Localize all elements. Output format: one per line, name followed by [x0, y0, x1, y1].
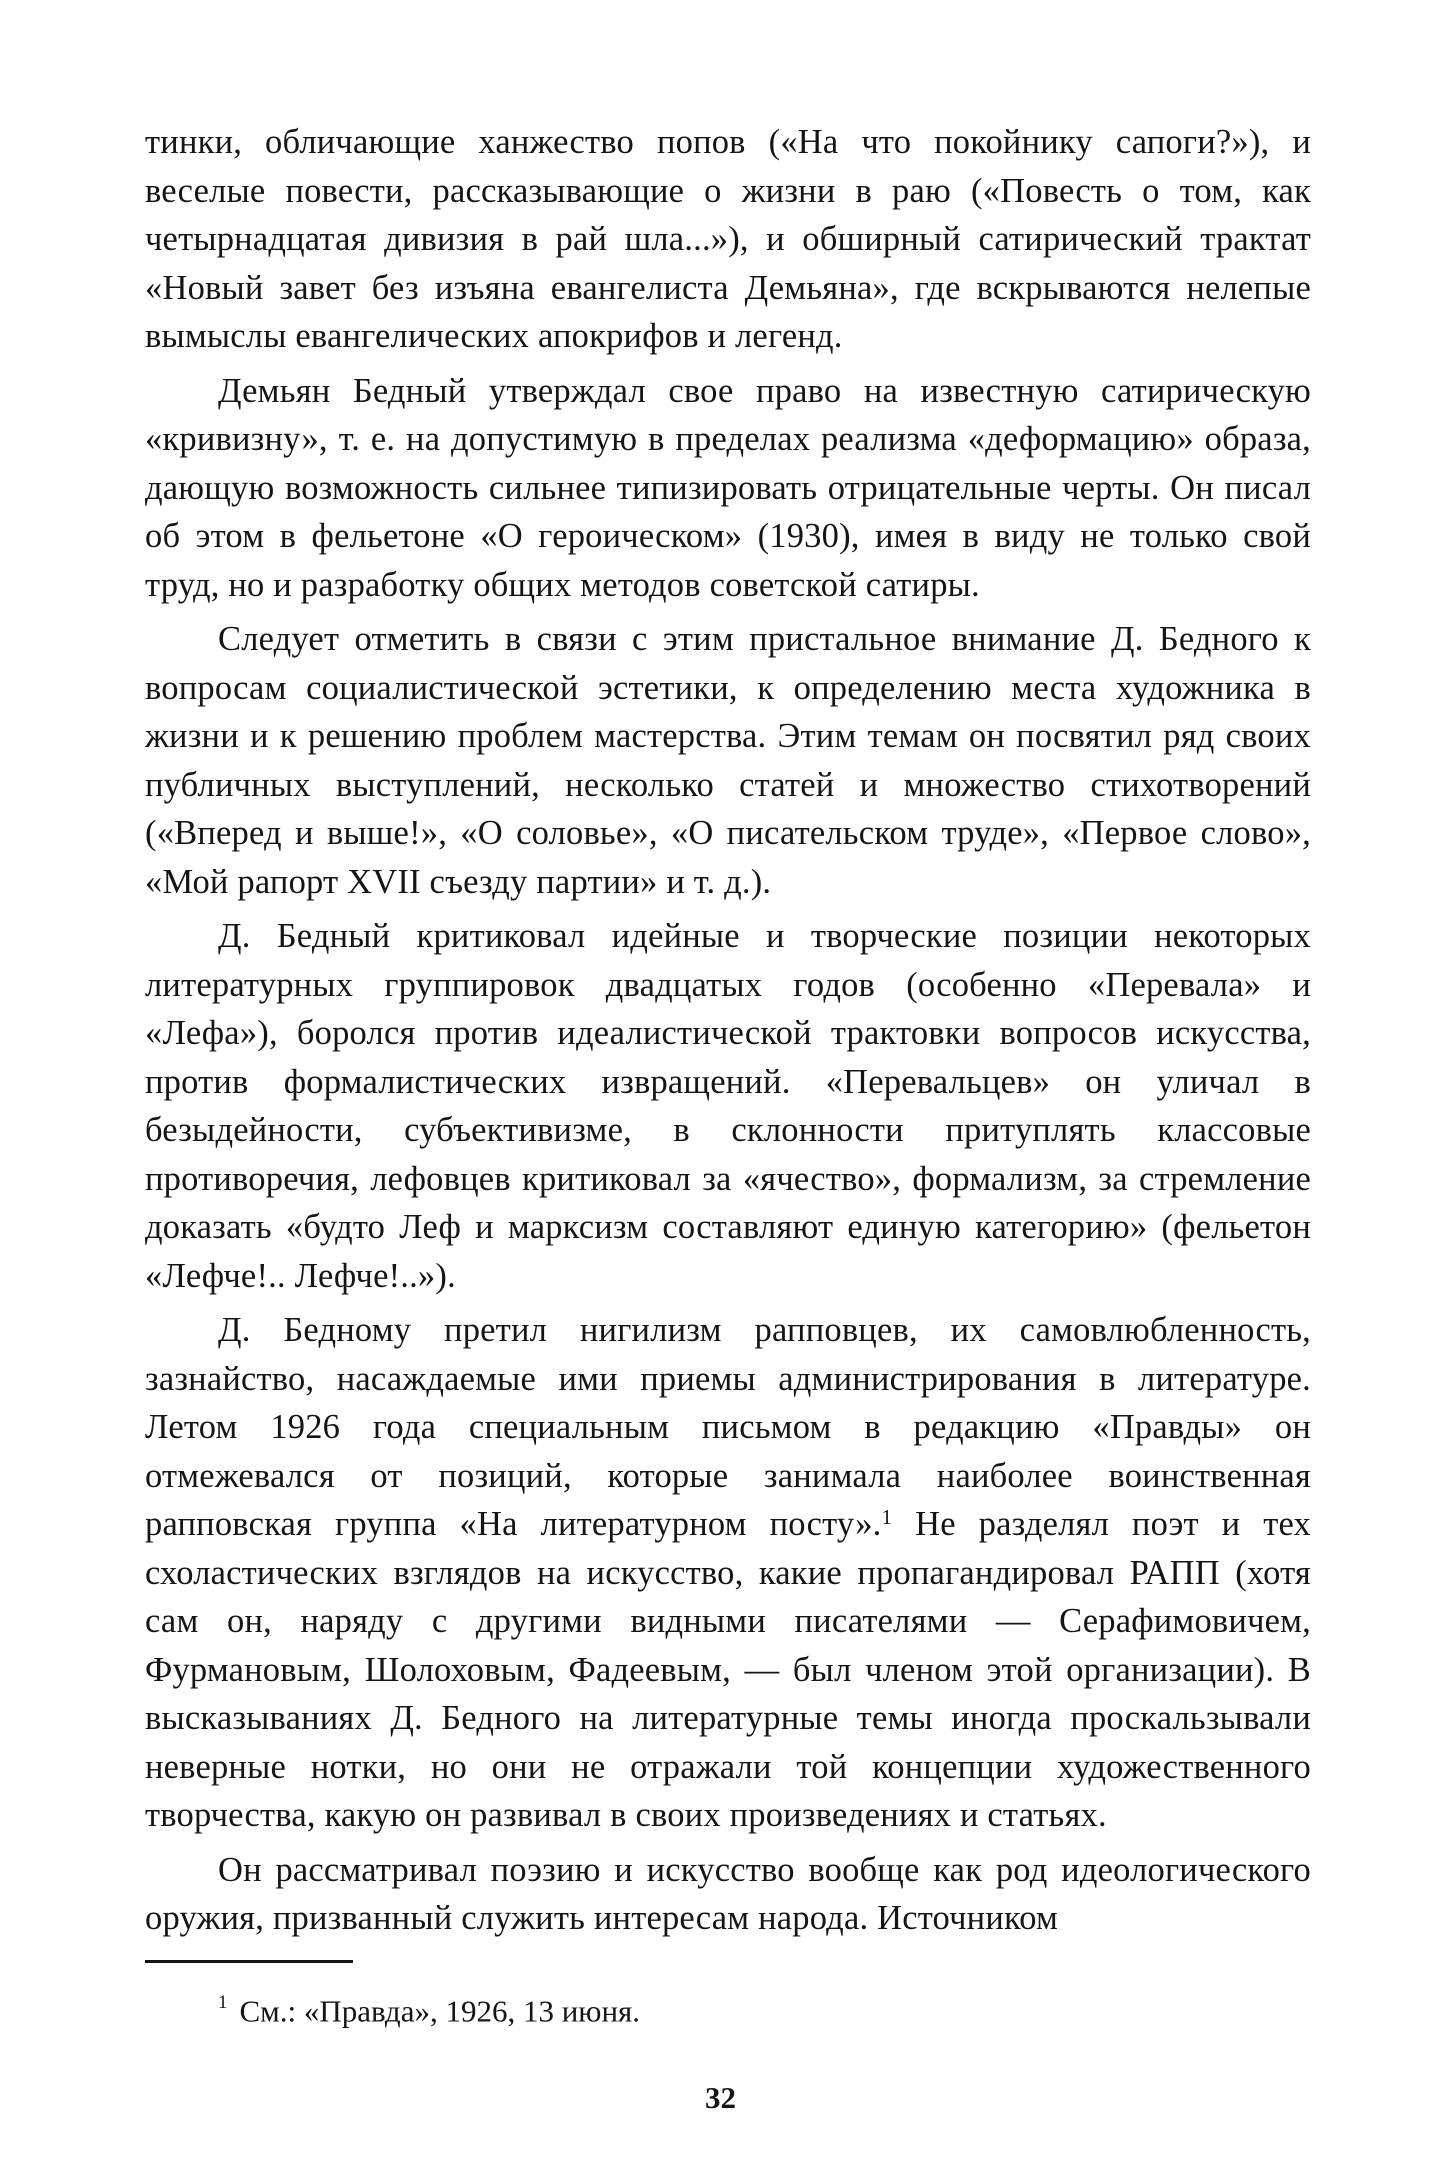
- footnote-reference[interactable]: 1: [881, 1505, 893, 1529]
- paragraph-5-part-2: Не разделял поэт и тех схоластических взглядов на искусство, какие пропагандировал РАПП (хотя сам он, наряду с другими видными писателями — Серафимовичем, Фурмановым, Шолоховым, Фадеевым, — был членом этой организации). В высказываниях Д. Бедного на литературные темы иногда проскальзывали неверные нотки, но они не отражали той концепции художественного творчества, какую он развивал в своих произведениях и статьях.: [145, 1505, 1312, 1834]
- footnote-divider: [145, 1960, 353, 1963]
- footnote-marker: 1: [218, 1992, 228, 2013]
- page-body: [145, 118, 1311, 1943]
- paragraph-5-part-1: Д. Бедному претил нигилизм рапповцев, их самовлюбленность, зазнайство, насаждаемые ими приемы администрирования в литературе. Летом 1926 года специальным письмом в редакцию «Правды» он отмежевался от позиций, которые занимала наиболее воинственная рапповская группа «На литературном посту».: [145, 1311, 1311, 1543]
- paragraph-3: Следует отметить в связи с этим пристальное внимание Д. Бедного к вопросам социалистической эстетики, к определению места художника в жизни и к решению проблем мастерства. Этим темам он посвятил ряд своих публичных выступлений, несколько статей и множество стихотворений («Вперед и выше!», «О соловье», «О писательском труде», «Первое слово», «Мой рапорт XVII съезду партии» и т. д.).: [145, 620, 1311, 901]
- paragraph-1: тинки, обличающие ханжество попов («На что покойнику сапоги?»), и веселые повести, рассказывающие о жизни в раю («Повесть о том, как четырнадцатая дивизия в рай шла...»), и обширный сатирический трактат «Новый завет без изъяна евангелиста Демьяна», где вскрываются нелепые вымыслы евангелических апокрифов и легенд.: [145, 123, 1311, 355]
- footnote-text: См.: «Правда», 1926, 13 июня.: [239, 1993, 641, 2029]
- page-number: 32: [705, 2080, 736, 2115]
- footnote: [218, 1985, 640, 2031]
- paragraph-2: Демьян Бедный утверждал свое право на известную сатирическую «кривизну», т. е. на допустимую в пределах реализма «деформацию» образа, дающую возможность сильнее типизировать отрицательные черты. Он писал об этом в фельетоне «О героическом» (1930), имея в виду не только свой труд, но и разработку общих методов советской сатиры.: [145, 371, 1311, 604]
- paragraph-5: [145, 1306, 1311, 1840]
- paragraph-4: Д. Бедный критиковал идейные и творческие позиции некоторых литературных группировок двадцатых годов (особенно «Перевала» и «Лефа»), боролся против идеалистической трактовки вопросов искусства, против формалистических извращений. «Перевальцев» он уличал в безыдейности, субъективизме, в склонности притуплять классовые противоречия, лефовцев критиковал за «ячество», формализм, за стремление доказать «будто Леф и марксизм составляют единую категорию» (фельетон «Лефче!.. Лефче!..»).: [145, 917, 1311, 1295]
- paragraph-6: Он рассматривал поэзию и искусство вообще как род идеологического оружия, призванный служить интересам народа. Источником: [145, 1850, 1311, 1937]
